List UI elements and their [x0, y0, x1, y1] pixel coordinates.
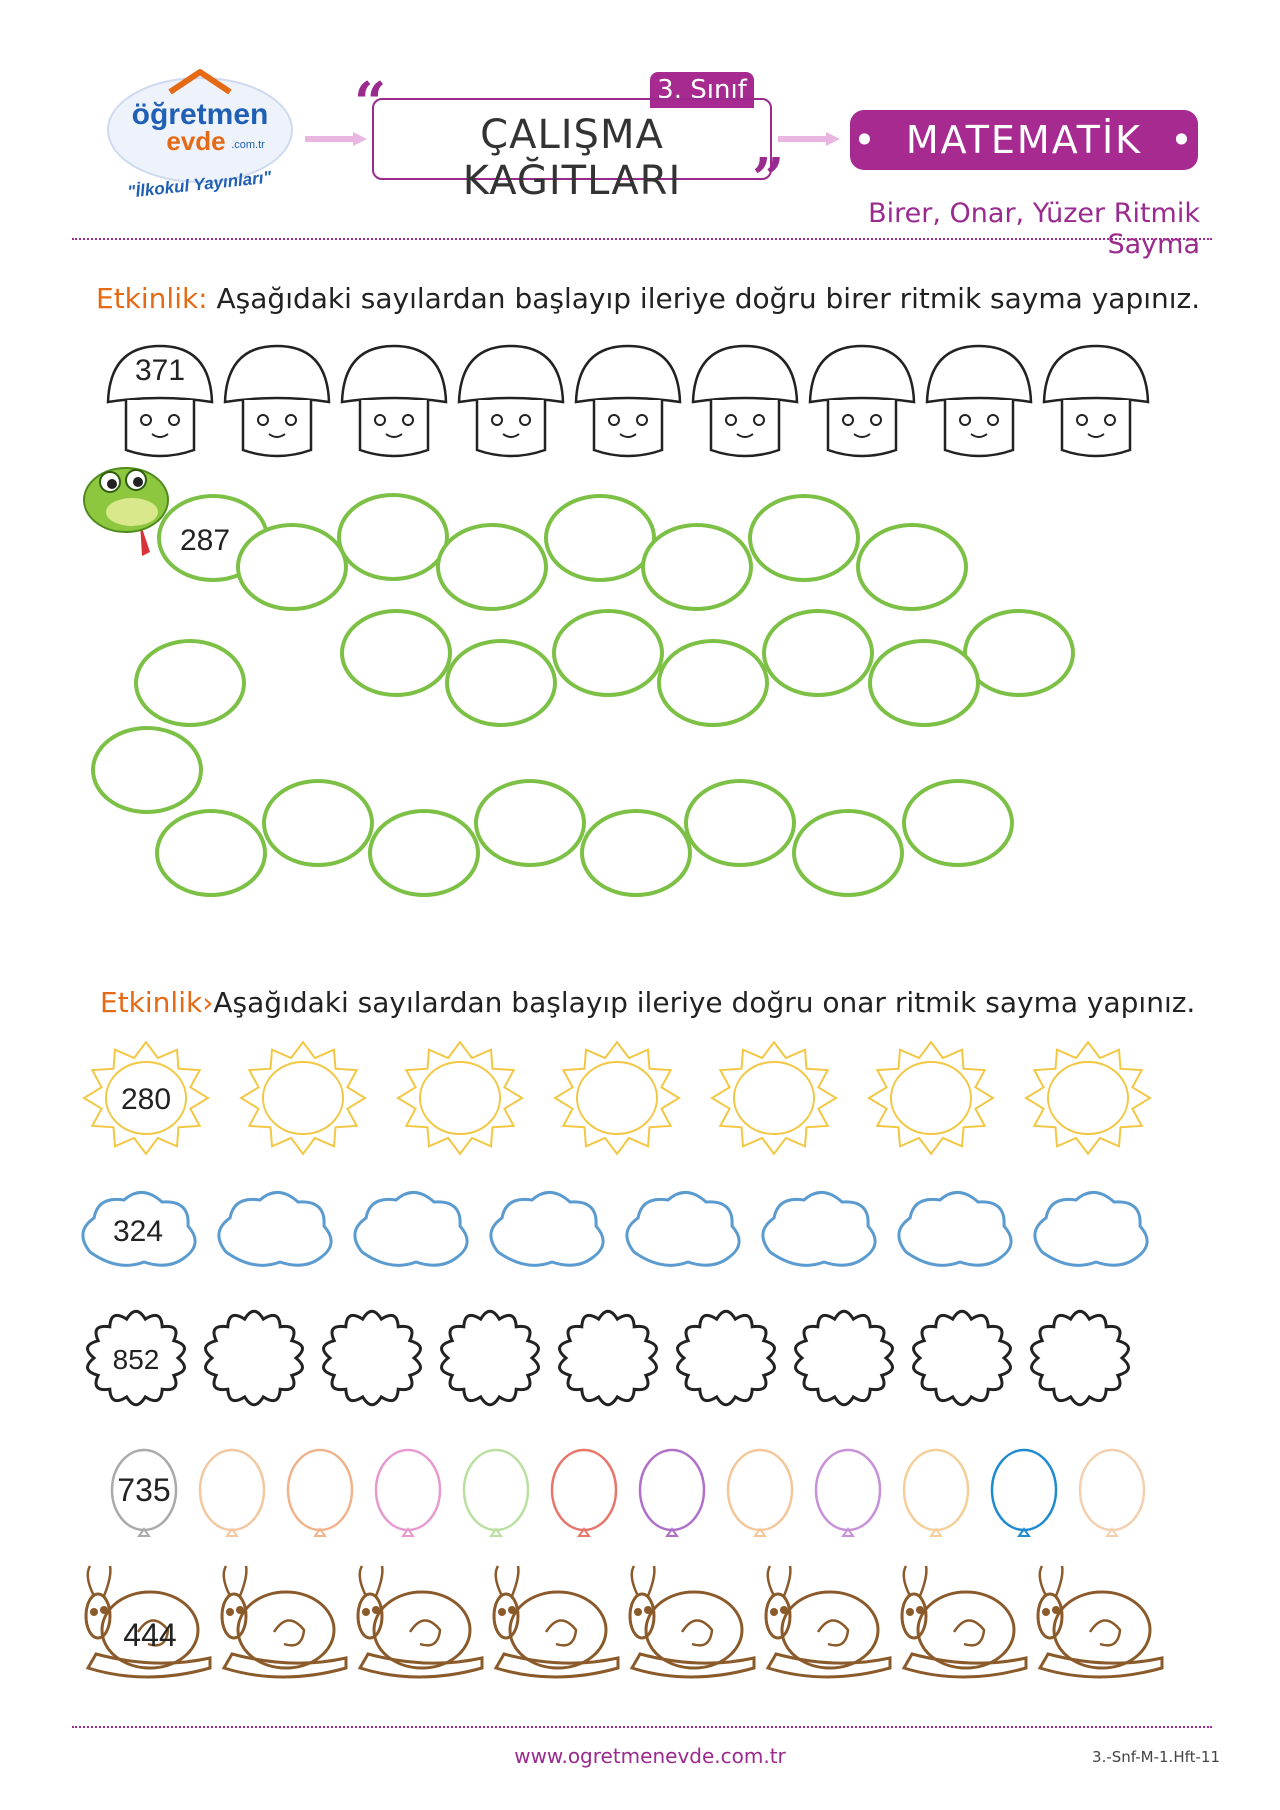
mushroom-row: [100, 340, 1180, 470]
activity-instruction: Aşağıdaki sayılardan başlayıp ileriye doğru birer ritmik sayma yapınız.: [216, 282, 1201, 315]
balloon-icon[interactable]: [464, 1450, 528, 1536]
cloud-icon[interactable]: [491, 1192, 603, 1265]
balloon-icon[interactable]: [816, 1450, 880, 1536]
bullet-icon: •: [1142, 118, 1195, 162]
snake-cell[interactable]: [582, 811, 690, 895]
open-quote-icon: “: [354, 70, 387, 136]
snake-cell[interactable]: [643, 525, 751, 609]
balloon-icon[interactable]: [992, 1450, 1056, 1536]
balloon-icon[interactable]: [1080, 1450, 1144, 1536]
activity2-heading: [100, 986, 1195, 1019]
snake-cell[interactable]: [794, 811, 902, 895]
logo-domain-text: .com.tr: [231, 139, 265, 151]
snail-icon[interactable]: [630, 1566, 754, 1677]
divider: [72, 1726, 1212, 1728]
row-flower: [88, 1311, 1129, 1405]
snail-icon[interactable]: [222, 1566, 346, 1677]
start-number: 852: [112, 1344, 160, 1375]
snake-cell[interactable]: [238, 525, 346, 609]
snake-head-icon: [84, 468, 168, 556]
cloud-icon[interactable]: [763, 1192, 875, 1265]
activity-label: Etkinlik: [100, 986, 203, 1019]
footer-code: 3.-Snf-M-1.Hft-11: [1092, 1748, 1220, 1766]
logo-main-text: öğretmen: [131, 98, 269, 131]
flower-icon[interactable]: [324, 1311, 421, 1405]
snake-cell[interactable]: [870, 641, 978, 725]
start-number: 280: [120, 1083, 172, 1116]
snake-cell[interactable]: [554, 611, 662, 695]
sun-icon[interactable]: [555, 1042, 679, 1154]
balloon-icon[interactable]: [376, 1450, 440, 1536]
activity-instruction: Aşağıdaki sayılardan başlayıp ileriye doğru onar ritmik sayma yapınız.: [213, 986, 1196, 1019]
mushroom-icon: [693, 346, 797, 456]
sun-icon[interactable]: [869, 1042, 993, 1154]
sun-icon[interactable]: [712, 1042, 836, 1154]
flower-icon[interactable]: [560, 1311, 657, 1405]
snake-cell[interactable]: [476, 781, 584, 865]
flower-icon[interactable]: [678, 1311, 775, 1405]
snake-cell[interactable]: [157, 811, 265, 895]
snake-cell[interactable]: [750, 496, 858, 580]
class-tab: 3. Sınıf: [650, 72, 754, 108]
snake-cell[interactable]: [339, 495, 447, 579]
snake-cell[interactable]: [264, 781, 372, 865]
subject-badge: [850, 110, 1198, 170]
mushroom-icon: [927, 346, 1031, 456]
subject-label: MATEMATİK: [905, 118, 1143, 162]
cloud-icon[interactable]: [899, 1192, 1011, 1265]
arrow-right-icon: [778, 132, 840, 146]
counting-rows: [80, 1040, 1210, 1720]
start-number: 735: [117, 1472, 171, 1508]
balloon-icon[interactable]: [640, 1450, 704, 1536]
mushroom-icon: [576, 346, 680, 456]
snake-cell[interactable]: [764, 611, 872, 695]
row-snail: [86, 1566, 1162, 1677]
snake-cell[interactable]: [93, 728, 201, 812]
snail-icon[interactable]: [766, 1566, 890, 1677]
balloon-icon[interactable]: [200, 1450, 264, 1536]
snake-cell[interactable]: [965, 611, 1073, 695]
snake-cell[interactable]: [904, 781, 1012, 865]
snail-icon[interactable]: [902, 1566, 1026, 1677]
chevron-right-icon: ›: [202, 986, 214, 1019]
start-number: 371: [134, 354, 186, 387]
footer-url[interactable]: www.ogretmenevde.com.tr: [514, 1744, 786, 1768]
start-number: 444: [123, 1617, 177, 1653]
balloon-icon[interactable]: [288, 1450, 352, 1536]
page-subtitle: Birer, Onar, Yüzer Ritmik Sayma: [868, 198, 1200, 260]
snail-icon[interactable]: [494, 1566, 618, 1677]
flower-icon[interactable]: [914, 1311, 1011, 1405]
balloon-icon[interactable]: [904, 1450, 968, 1536]
brand-logo: [100, 62, 300, 212]
snake-cell[interactable]: [136, 641, 244, 725]
activity1-heading: [96, 282, 1200, 315]
start-number: 324: [112, 1215, 164, 1248]
flower-icon[interactable]: [1032, 1311, 1129, 1405]
sun-icon[interactable]: [398, 1042, 522, 1154]
row-balloon: [112, 1450, 1144, 1536]
page-title: ÇALIŞMA KAĞITLARI: [462, 112, 682, 204]
bullet-icon: •: [853, 118, 906, 162]
logo-tagline-text: "İlkokul Yayınları": [126, 167, 273, 202]
cloud-icon[interactable]: [355, 1192, 467, 1265]
sun-icon[interactable]: [1026, 1042, 1150, 1154]
flower-icon[interactable]: [796, 1311, 893, 1405]
cloud-icon[interactable]: [627, 1192, 739, 1265]
flower-icon[interactable]: [206, 1311, 303, 1405]
sun-icon[interactable]: [241, 1042, 365, 1154]
snake-cell[interactable]: [546, 496, 654, 580]
cloud-icon[interactable]: [1035, 1192, 1147, 1265]
divider: [72, 238, 1212, 240]
mushroom-icon: [1044, 346, 1148, 456]
logo-sub-text: evde: [166, 126, 226, 156]
row-sun: [84, 1042, 1150, 1154]
mushroom-icon: [459, 346, 563, 456]
snail-icon[interactable]: [358, 1566, 482, 1677]
row-cloud: [83, 1192, 1147, 1265]
snake-cell[interactable]: [858, 525, 966, 609]
cloud-icon[interactable]: [219, 1192, 331, 1265]
start-number: 287: [179, 524, 231, 557]
snake-chain: [80, 460, 1210, 950]
snake-cell[interactable]: [659, 641, 767, 725]
activity-label: Etkinlik:: [96, 282, 208, 315]
snake-cell[interactable]: [438, 525, 546, 609]
mushroom-icon: [810, 346, 914, 456]
flower-icon[interactable]: [442, 1311, 539, 1405]
mushroom-icon: [225, 346, 329, 456]
balloon-icon[interactable]: [552, 1450, 616, 1536]
snake-cell[interactable]: [447, 641, 555, 725]
close-quote-icon: ”: [752, 146, 785, 212]
snake-cell[interactable]: [342, 611, 450, 695]
balloon-icon[interactable]: [728, 1450, 792, 1536]
snail-icon[interactable]: [1038, 1566, 1162, 1677]
snake-cell[interactable]: [686, 781, 794, 865]
mushroom-icon: [342, 346, 446, 456]
snake-cell[interactable]: [370, 811, 478, 895]
